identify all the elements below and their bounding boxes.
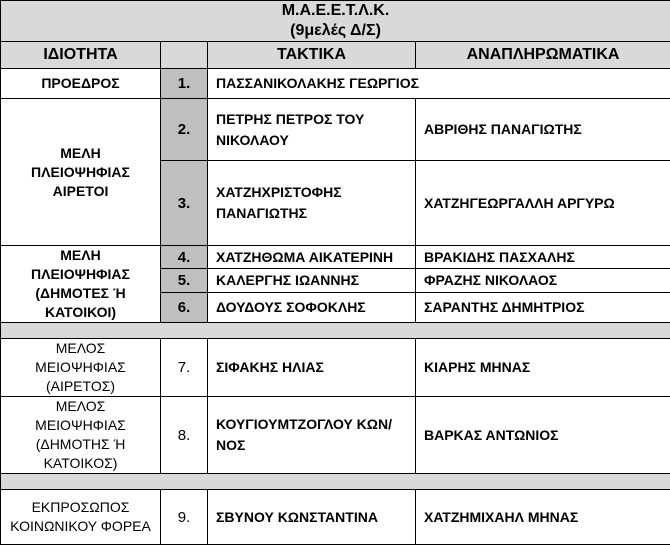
role-minority-citizen: ΜΕΛΟΣ ΜΕΙΟΨΗΦΙΑΣ (ΔΗΜΟΤΗΣ Ή ΚΑΤΟΙΚΟΣ) — [1, 397, 161, 474]
header-regular: ΤΑΚΤΙΚΑ — [208, 42, 416, 69]
member-number: 8. — [161, 397, 208, 474]
table-row — [1, 246, 670, 269]
title-line-1: Μ.Α.Ε.Ε.Τ.Λ.Κ. — [281, 2, 390, 19]
member-number: 4. — [161, 246, 208, 269]
member-number: 5. — [161, 269, 208, 292]
member-regular: ΚΟΥΓΙΟΥΜΤΖΟΓΛΟΥ ΚΩΝ/ΝΟΣ — [208, 397, 416, 474]
title-line-2: (9μελές Δ/Σ) — [290, 22, 381, 39]
header-role: ΙΔΙΟΤΗΤΑ — [1, 42, 161, 69]
role-majority-citizens: ΜΕΛΗ ΠΛΕΙΟΨΗΦΙΑΣ (ΔΗΜΟΤΕΣ Ή ΚΑΤΟΙΚΟΙ) — [1, 246, 161, 323]
role-majority-elected: ΜΕΛΗ ΠΛΕΙΟΨΗΦΙΑΣ ΑΙΡΕΤΟΙ — [1, 99, 161, 246]
member-number: 7. — [161, 339, 208, 397]
member-regular: ΧΑΤΖΗΘΩΜΑ ΑΙΚΑΤΕΡΙΝΗ — [208, 246, 416, 269]
member-regular: ΣΙΦΑΚΗΣ ΗΛΙΑΣ — [208, 339, 416, 397]
member-substitute: ΑΒΡΙΘΗΣ ΠΑΝΑΓΙΩΤΗΣ — [416, 99, 670, 161]
header-number — [161, 42, 208, 69]
table-row — [1, 397, 670, 474]
member-regular: ΧΑΤΖΗΧΡΙΣΤΟΦΗΣ ΠΑΝΑΓΙΩΤΗΣ — [208, 161, 416, 246]
member-number: 3. — [161, 161, 208, 246]
member-number: 2. — [161, 99, 208, 161]
header-substitute: ΑΝΑΠΛΗΡΩΜΑΤΙΚΑ — [416, 42, 670, 69]
table-row — [1, 69, 670, 99]
member-substitute: ΒΑΡΚΑΣ ΑΝΤΩΝΙΟΣ — [416, 397, 670, 474]
member-regular: ΠΑΣΣΑΝΙΚΟΛΑΚΗΣ ΓΕΩΡΓΙΟΣ — [208, 69, 670, 99]
role-president: ΠΡΟΕΔΡΟΣ — [1, 69, 161, 99]
separator — [1, 474, 670, 490]
role-social-representative: ΕΚΠΡΟΣΩΠΟΣ ΚΟΙΝΩΝΙΚΟΥ ΦΟΡΕΑ — [1, 490, 161, 545]
member-substitute: ΧΑΤΖΗΜΙΧΑΗΛ ΜΗΝΑΣ — [416, 490, 670, 545]
separator-row — [1, 323, 670, 339]
member-substitute: ΦΡΑΖΗΣ ΝΙΚΟΛΑΟΣ — [416, 269, 670, 292]
separator-row — [1, 474, 670, 490]
member-regular: ΣΒΥΝΟΥ ΚΩΝΣΤΑΝΤΙΝΑ — [208, 490, 416, 545]
member-number: 9. — [161, 490, 208, 545]
member-substitute: ΒΡΑΚΙΔΗΣ ΠΑΣΧΑΛΗΣ — [416, 246, 670, 269]
member-number: 1. — [161, 69, 208, 99]
table-row — [1, 99, 670, 161]
member-substitute: ΧΑΤΖΗΓΕΩΡΓΑΛΛΗ ΑΡΓΥΡΩ — [416, 161, 670, 246]
title-row — [1, 1, 670, 42]
member-regular: ΠΕΤΡΗΣ ΠΕΤΡΟΣ ΤΟΥ ΝΙΚΟΛΑΟΥ — [208, 99, 416, 161]
table-title — [1, 1, 670, 42]
member-regular: ΚΑΛΕΡΓΗΣ ΙΩΑΝΝΗΣ — [208, 269, 416, 292]
role-minority-elected: ΜΕΛΟΣ ΜΕΙΟΨΗΦΙΑΣ (ΑΙΡΕΤΟΣ) — [1, 339, 161, 397]
member-substitute: ΣΑΡΑΝΤΗΣ ΔΗΜΗΤΡΙΟΣ — [416, 292, 670, 322]
member-number: 6. — [161, 292, 208, 322]
member-regular: ΔΟΥΔΟΥΣ ΣΟΦΟΚΛΗΣ — [208, 292, 416, 322]
separator — [1, 323, 670, 339]
table-row — [1, 490, 670, 545]
member-substitute: ΚΙΑΡΗΣ ΜΗΝΑΣ — [416, 339, 670, 397]
table-row — [1, 339, 670, 397]
header-row — [1, 42, 670, 69]
